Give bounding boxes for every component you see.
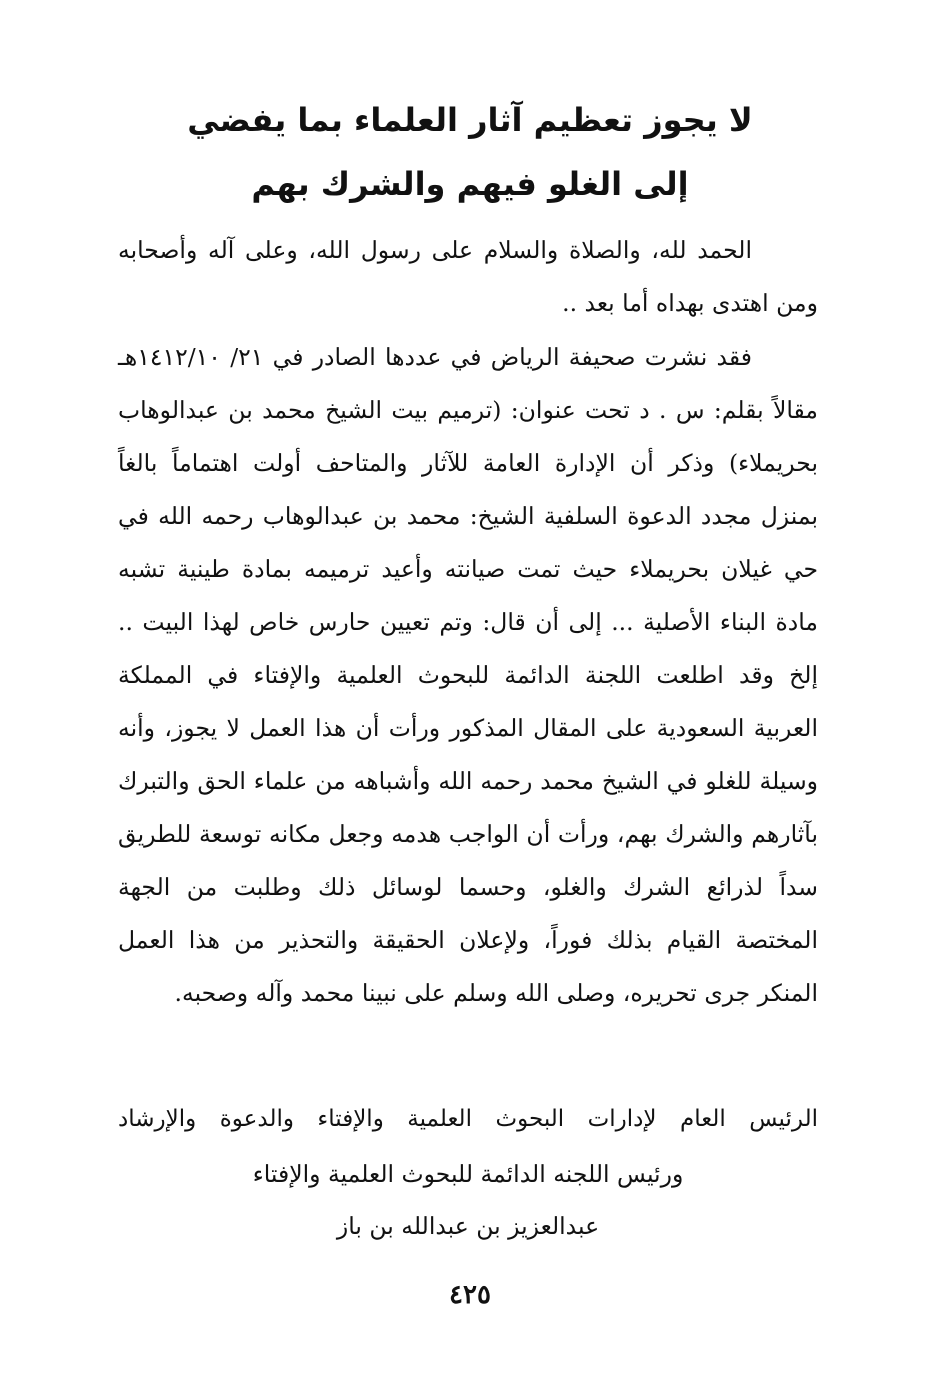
body-paragraph-2: فقد نشرت صحيفة الرياض في عددها الصادر في ٢١/ ١٤١٢/١٠هـ مقالاً بقلم: س . د تحت عنوان: (ترميم بيت الشيخ محمد بن عبدالوهاب بحريملاء) وذكر أن الإدارة العامة للآثار والمتاحف أولت اهتماماً بالغاً بمنزل مجدد الدعوة السلفية الشيخ: محمد بن عبدالوهاب رحمه الله في حي غيلان بحريملاء حيث تمت صيانته وأعيد ترميمه بمادة طينية تشبه مادة البناء الأصلية ... إلى أن قال: وتم تعيين حارس خاص لهذا البيت .. إلخ وقد اطلعت اللجنة الدائمة للبحوث العلمية والإفتاء في المملكة العربية السعودية على المقال المذكور ورأت أن هذا العمل لا يجوز، وأنه وسيلة للغلو في الشيخ محمد رحمه الله وأشباهه من علماء الحق والتبرك بآثارهم والشرك بهم، ورأت أن الواجب هدمه وجعل مكانه توسعة للطريق سداً لذرائع الشرك والغلو، وحسما لوسائل ذلك وطلبت من الجهة المختصة القيام بذلك فوراً، ولإعلان الحقيقة والتحذير من هذا العمل المنكر جرى تحريره، وصلى الله وسلم على نبينا محمد وآله وصحبه. — [118, 343, 818, 1007]
body-text — [118, 224, 818, 1020]
page-title — [120, 88, 820, 216]
title-line-2: إلى الغلو فيهم والشرك بهم — [251, 165, 689, 203]
body-paragraph-1: الحمد لله، والصلاة والسلام على رسول الله، وعلى آله وأصحابه ومن اهتدى بهداه أما بعد .. — [118, 236, 818, 317]
signature-role-1: الرئيس العام لإدارات البحوث العلمية والإفتاء والدعوة والإرشاد — [118, 1106, 818, 1132]
page-number: ٤٢٥ — [449, 1280, 491, 1310]
signature-role-2: ورئيس اللجنه الدائمة للبحوث العلمية والإفتاء — [252, 1160, 684, 1188]
signature-name: عبدالعزيز بن عبدالله بن باز — [336, 1212, 600, 1240]
title-line-1: لا يجوز تعظيم آثار العلماء بما يفضي — [187, 101, 753, 139]
